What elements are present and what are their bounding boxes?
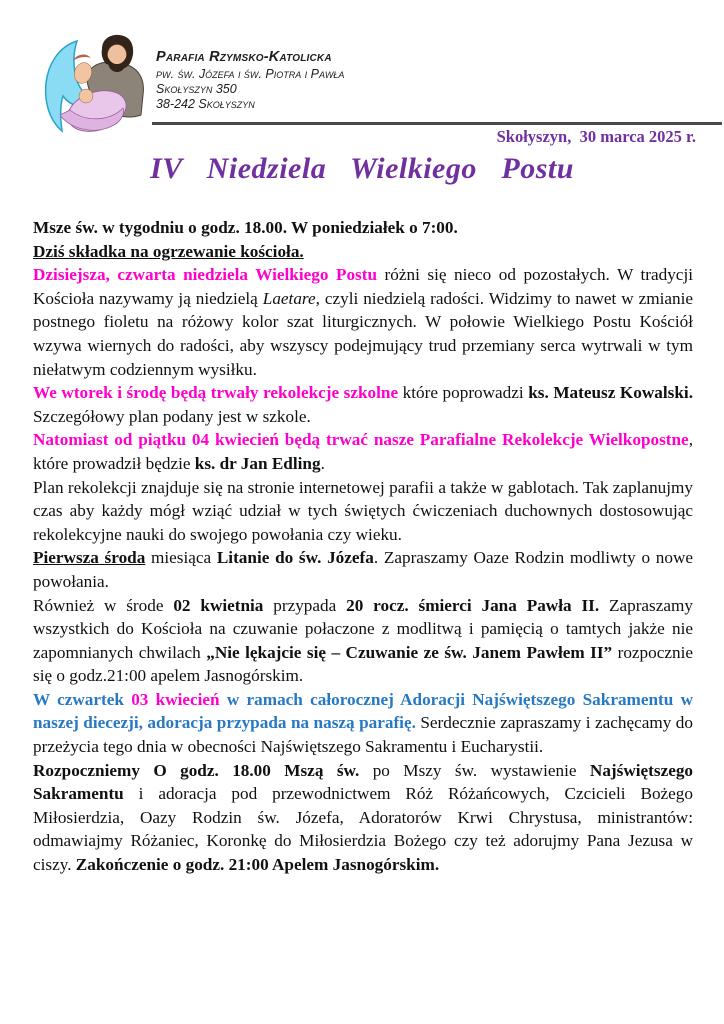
text-run: We wtorek i środę będą trwały rekolekcje szkolne bbox=[33, 383, 399, 403]
paragraph bbox=[33, 381, 693, 428]
paragraph bbox=[33, 476, 693, 547]
text-run: Zapraszamy wszystkich do Kościoła na czuwanie połaczone z modlitwą i pamięcią o tamtych jakże nie zapomnianych chwilach bbox=[33, 595, 693, 662]
text-run: miesiąca bbox=[145, 548, 217, 568]
text-run: Plan rekolekcji znajduje się na stronie internetowej parafii a także w gablotach. Tak zaplanujmy czas aby każdy mógł wziąć udział w tych świętych ćwiczeniach duchownych dostosowując rekolekcyjne nauki do swojego powołania czy wieku. bbox=[33, 477, 693, 544]
text-run: Dzisiejsza, czwarta niedziela Wielkiego Postu bbox=[33, 265, 378, 285]
text-run: i adoracja pod przewodnictwem Róż Różańcowych, Czcicieli Bożego Miłosierdzia, Oazy Rodzin św. Józefa, Adoratorów Krwi Chrystusa, ministrantów: odmawiajmy Różaniec, Koronkę do Miłosierdzia Bożego czy też adorujmy Pana Jezusa w ciszy. bbox=[33, 784, 693, 875]
text-run: rozpocznie się o godz.21:00 apelem Jasnogórskim. bbox=[33, 642, 693, 686]
text-run: 20 rocz. śmierci Jana Pawła II. bbox=[346, 595, 600, 615]
parish-address-block bbox=[156, 50, 344, 112]
text-run: różni się nieco od pozostałych. W tradycji Kościoła nazywamy ją niedzielą bbox=[33, 265, 693, 308]
text-run: ks. dr Jan Edling bbox=[194, 453, 321, 473]
text-run: ks. Mateusz Kowalski. bbox=[528, 383, 693, 403]
text-run: 02 kwietnia bbox=[173, 595, 264, 615]
paragraph bbox=[33, 216, 693, 240]
paragraph bbox=[33, 240, 693, 264]
text-run: W czwartek bbox=[33, 689, 132, 709]
bulletin-body bbox=[33, 216, 693, 877]
text-run: Msze św. w tygodniu o godz. 18.00. W poniedziałek o 7:00. bbox=[33, 218, 458, 237]
text-run: . bbox=[320, 453, 325, 473]
text-run: Rozpoczniemy O godz. 18.00 Mszą św. bbox=[33, 760, 360, 780]
paragraph bbox=[33, 546, 693, 593]
parish-name: Parafia Rzymsko-Katolicka bbox=[156, 49, 332, 65]
text-run: Zakończenie o godz. 21:00 Apelem Jasnogórskim. bbox=[75, 855, 440, 875]
address-line-2: 38-242 Skołyszyn bbox=[156, 97, 255, 111]
text-run: Serdecznie zapraszamy i zachęcamy do przeżycia tego dnia w obecności Najświętszego Sakramentu i Eucharystii. bbox=[33, 713, 693, 757]
page-title: IV Niedziela Wielkiego Postu bbox=[150, 152, 574, 185]
address-line-1: Skołyszyn 350 bbox=[156, 82, 237, 96]
text-run: które poprowadzi bbox=[398, 383, 529, 403]
text-run: Laetare bbox=[262, 288, 316, 308]
text-run: w ramach całorocznej Adoracji Najświętszego Sakramentu w naszej diecezji, adoracja przypada na naszą parafię. bbox=[33, 689, 694, 733]
paragraph bbox=[33, 428, 693, 475]
text-run: Szczegółowy plan podany jest w szkole. bbox=[33, 406, 311, 426]
paragraph bbox=[33, 594, 693, 688]
header-divider bbox=[152, 122, 722, 125]
text-run: , czyli niedzielą radości. Widzimy to nawet w zmianie postnego fioletu na różowy kolor szat liturgicznych. W połowie Wielkiego Postu Kościół wzywa wiernych do radości, aby wszyscy podejmujący trud przemiany serca wytrwali w tym niełatwym codziennym wysiłku. bbox=[33, 288, 693, 379]
paragraph bbox=[33, 688, 693, 759]
text-run: po Mszy św. wystawienie bbox=[359, 760, 590, 780]
text-run: Litanie do św. Józefa bbox=[216, 548, 374, 568]
text-run: przypada bbox=[263, 595, 347, 615]
text-run: Również w środe bbox=[33, 595, 174, 615]
dateline: Skołyszyn, 30 marca 2025 r. bbox=[496, 127, 696, 146]
parish-dedication: pw. św. Józefa i św. Piotra i Pawła bbox=[156, 67, 345, 81]
text-run: , które prowadził będzie bbox=[33, 430, 693, 473]
text-run: Najświętszego Sakramentu bbox=[33, 760, 694, 804]
text-run: . Zapraszamy Oaze Rodzin modliwty o nowe powołania. bbox=[33, 548, 693, 591]
text-run: Natomiast od piątku 04 kwiecień będą trwać nasze Parafialne Rekolekcje Wielkopostne bbox=[33, 430, 689, 450]
paragraph bbox=[33, 759, 693, 877]
text-run: 03 kwiecień bbox=[131, 689, 220, 709]
text-run: Dziś składka na ogrzewanie kościoła. bbox=[33, 241, 304, 261]
text-run: Pierwsza środa bbox=[33, 548, 146, 568]
paragraph bbox=[33, 263, 693, 381]
text-run: „Nie lękajcie się – Czuwanie ze św. Janem Pawłem II” bbox=[206, 642, 613, 662]
